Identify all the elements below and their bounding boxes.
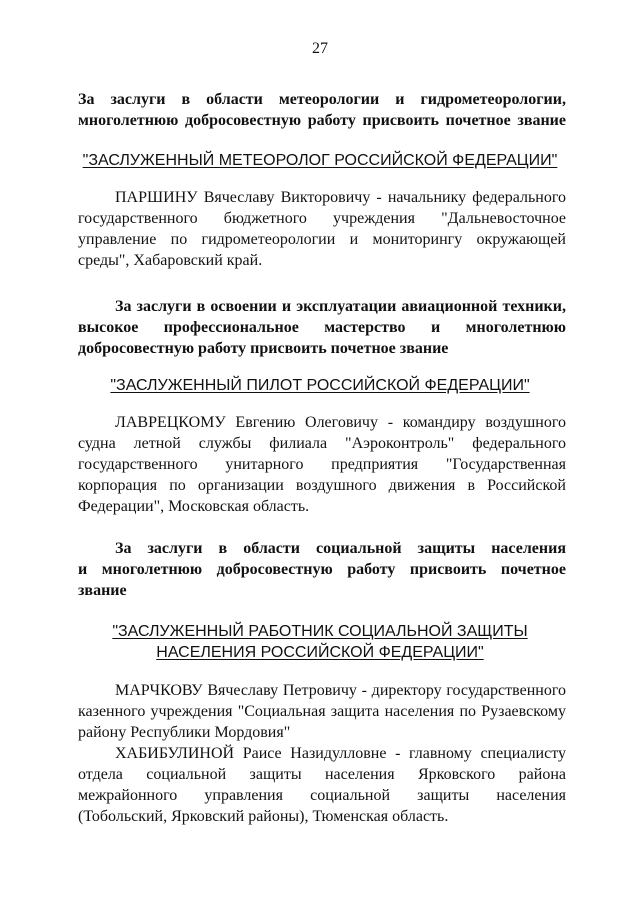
honorary-title-meteorologist [0, 150, 640, 171]
awardee-line: межрайонного управления социальной защиты населения [78, 787, 566, 804]
honorary-title-line: "ЗАСЛУЖЕННЫЙ МЕТЕОРОЛОГ РОССИЙСКОЙ ФЕДЕРАЦИИ" [82, 152, 558, 169]
awardee-line: государственного бюджетного учреждения "Дальневосточное [78, 210, 566, 227]
awardee-lavretsky [78, 412, 566, 517]
awardee-parshin [78, 187, 566, 271]
awardee-marchkov [78, 680, 566, 743]
award-intro-meteorology [78, 89, 566, 131]
award-intro-aviation [78, 296, 566, 359]
award-intro-line: высокое профессиональное мастерство и многолетнюю [78, 319, 566, 336]
awardee-line: корпорация по организации воздушного движения в Российской [78, 477, 566, 494]
honorary-title-pilot [0, 375, 640, 396]
award-intro-line: и многолетнюю добросовестную работу присвоить почетное [78, 561, 566, 578]
awardee-line: (Тобольский, Ярковский районы), Тюменская область. [78, 808, 449, 825]
awardee-line: судна летной службы филиала "Аэроконтроль" федерального [78, 435, 566, 452]
awardee-line: району Республики Мордовия" [78, 724, 291, 741]
award-intro-line: звание [78, 582, 127, 599]
award-intro-line: За заслуги в области метеорологии и гидрометеорологии, [78, 91, 566, 108]
honorary-title-line: "ЗАСЛУЖЕННЫЙ ПИЛОТ РОССИЙСКОЙ ФЕДЕРАЦИИ" [110, 377, 530, 394]
awardee-line: казенного учреждения "Социальная защита населения по Рузаевскому [78, 703, 566, 720]
awardee-line: МАРЧКОВУ Вячеславу Петровичу - директору государственного [115, 682, 566, 699]
honorary-title-line: НАСЕЛЕНИЯ РОССИЙСКОЙ ФЕДЕРАЦИИ" [156, 644, 484, 661]
award-intro-social [78, 538, 566, 601]
awardee-line: Федерации", Московская область. [78, 498, 310, 515]
awardee-khabibulina [78, 743, 566, 827]
honorary-title-line: "ЗАСЛУЖЕННЫЙ РАБОТНИК СОЦИАЛЬНОЙ ЗАЩИТЫ [112, 623, 528, 640]
page-number: 27 [312, 40, 328, 57]
awardee-line: ПАРШИНУ Вячеславу Викторовичу - начальнику федерального [115, 189, 566, 206]
award-intro-line: За заслуги в освоении и эксплуатации авиационной техники, [115, 298, 566, 315]
award-intro-line: За заслуги в области социальной защиты населения [115, 540, 566, 557]
awardee-line: государственного унитарного предприятия "Государственная [78, 456, 566, 473]
awardee-line: ЛАВРЕЦКОМУ Евгению Олеговичу - командиру воздушного [115, 414, 566, 431]
awardee-line: отдела социальной защиты населения Ярковского района [78, 766, 566, 783]
awardee-line: среды", Хабаровский край. [78, 252, 263, 269]
awardee-line: управление по гидрометеорологии и мониторингу окружающей [78, 231, 566, 248]
award-intro-line: добросовестную работу присвоить почетное звание [78, 340, 449, 357]
honorary-title-social-worker [0, 621, 640, 663]
award-intro-line: многолетнюю добросовестную работу присвоить почетное звание [78, 112, 566, 129]
awardee-line: ХАБИБУЛИНОЙ Раисе Назидулловне - главному специалисту [115, 745, 566, 762]
